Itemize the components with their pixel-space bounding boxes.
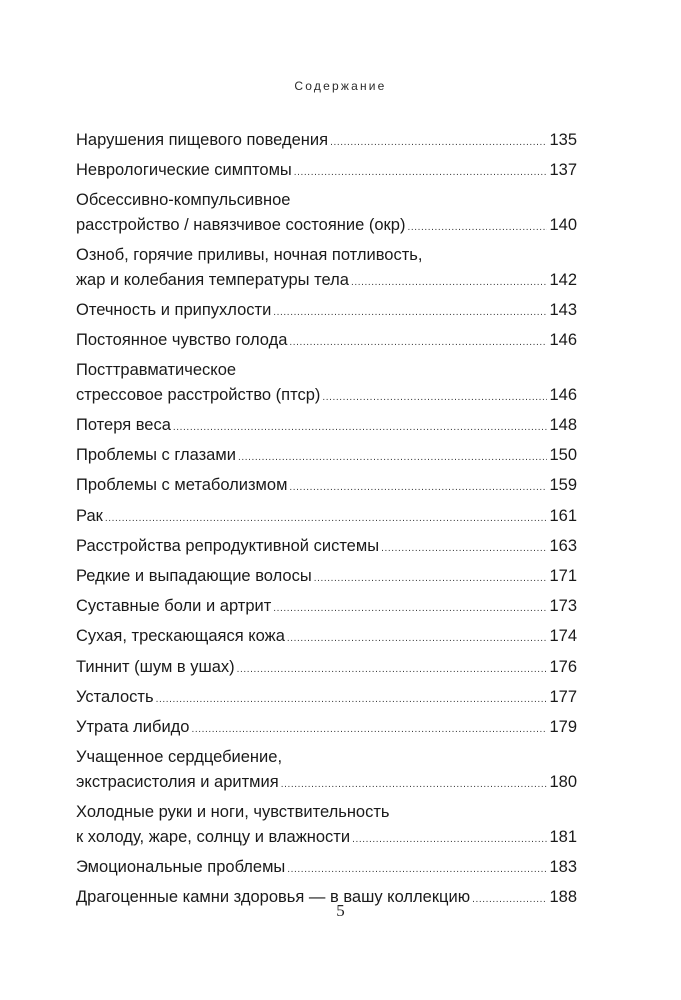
toc-entry-title: Усталость bbox=[76, 687, 154, 706]
toc-entry-title-line: Обсессивно-компульсивное bbox=[76, 191, 291, 210]
dot-leader bbox=[237, 658, 548, 683]
toc-entry-row bbox=[76, 825, 577, 853]
toc-entry[interactable] bbox=[76, 855, 577, 883]
dot-leader bbox=[287, 627, 548, 652]
toc-entry-title: Редкие и выпадающие волосы bbox=[76, 567, 312, 586]
page-number: 5 bbox=[336, 901, 345, 920]
toc-entry[interactable] bbox=[76, 685, 577, 713]
toc-entry-title: Нарушения пищевого поведения bbox=[76, 131, 329, 149]
toc-entry-row bbox=[76, 128, 577, 156]
toc-entry-row bbox=[76, 504, 577, 532]
toc-entry-row bbox=[76, 158, 577, 186]
dot-leader bbox=[352, 828, 547, 853]
toc-entry[interactable] bbox=[76, 800, 577, 852]
dot-leader bbox=[105, 507, 548, 532]
dot-leader bbox=[173, 416, 548, 441]
toc-page-number: 142 bbox=[549, 270, 577, 289]
dot-leader bbox=[314, 567, 548, 592]
toc-entry-title: Потеря веса bbox=[76, 416, 171, 435]
toc-entry-row bbox=[76, 213, 577, 241]
toc-page-number: 188 bbox=[549, 887, 577, 906]
toc-entry-row bbox=[76, 715, 577, 743]
toc-entry-title: Эмоциональные проблемы bbox=[76, 857, 286, 876]
toc-entry[interactable] bbox=[76, 413, 577, 441]
dot-leader bbox=[381, 537, 547, 562]
toc-entry-title: Расстройства репродуктивной системы bbox=[76, 536, 380, 555]
toc-entry[interactable] bbox=[76, 128, 577, 156]
toc-entry-title: Постоянное чувство голода bbox=[76, 331, 288, 350]
toc-entry-row bbox=[76, 770, 577, 798]
toc-entry-title: Проблемы с глазами bbox=[76, 446, 236, 465]
toc-entry[interactable] bbox=[76, 243, 577, 295]
toc-entry[interactable] bbox=[76, 298, 577, 326]
toc-page-number: 163 bbox=[549, 536, 577, 555]
toc-entry[interactable] bbox=[76, 188, 577, 240]
toc-entry-title-line: Учащенное сердцебиение, bbox=[76, 748, 283, 767]
dot-leader bbox=[330, 131, 547, 156]
dot-leader bbox=[273, 301, 547, 326]
toc-entry-title: Отечность и припухлости bbox=[76, 300, 272, 319]
toc-entry-row bbox=[76, 443, 577, 471]
toc-entry-row bbox=[76, 685, 577, 713]
toc-page-number: 161 bbox=[549, 506, 577, 525]
toc-page-number: 179 bbox=[549, 717, 577, 736]
toc-page-number: 159 bbox=[549, 476, 577, 495]
toc-entry-row bbox=[76, 413, 577, 441]
toc-entry-title: Сухая, трескающаяся кожа bbox=[76, 627, 285, 646]
toc-entry[interactable] bbox=[76, 158, 577, 186]
toc-entry-row bbox=[76, 855, 577, 883]
toc-entry-row bbox=[76, 655, 577, 683]
toc-entry[interactable] bbox=[76, 745, 577, 797]
toc-entry-row bbox=[76, 534, 577, 562]
toc-entry[interactable] bbox=[76, 504, 577, 532]
toc-page-number: 183 bbox=[549, 857, 577, 876]
toc-entry[interactable] bbox=[76, 328, 577, 356]
dot-leader bbox=[238, 446, 548, 471]
toc-entry-title: Суставные боли и артрит bbox=[76, 597, 272, 616]
toc-entry-title: Тиннит (шум в ушах) bbox=[76, 657, 235, 676]
toc-entry[interactable] bbox=[76, 715, 577, 743]
dot-leader bbox=[281, 773, 548, 798]
toc-entry[interactable] bbox=[76, 358, 577, 410]
toc-entry[interactable] bbox=[76, 594, 577, 622]
toc-page-number: 173 bbox=[549, 597, 577, 616]
dot-leader bbox=[351, 271, 548, 296]
dot-leader bbox=[191, 718, 547, 743]
table-of-contents bbox=[76, 128, 577, 915]
toc-page-number: 150 bbox=[549, 446, 577, 465]
toc-page-number: 135 bbox=[549, 131, 577, 149]
toc-entry[interactable] bbox=[76, 443, 577, 471]
toc-entry-title: к холоду, жаре, солнцу и влажности bbox=[76, 827, 351, 846]
toc-entry-title: Неврологические симптомы bbox=[76, 161, 292, 180]
toc-entry-title: расстройство / навязчивое состояние (окр) bbox=[76, 215, 406, 234]
toc-entry[interactable] bbox=[76, 534, 577, 562]
toc-entry-title: Драгоценные камни здоровья — в вашу коллекцию bbox=[76, 887, 471, 906]
dot-leader bbox=[322, 386, 547, 411]
toc-page-number: 180 bbox=[549, 772, 577, 791]
toc-entry-title: жар и колебания температуры тела bbox=[76, 270, 349, 289]
toc-entry-row bbox=[76, 328, 577, 356]
toc-entry-title-line: Озноб, горячие приливы, ночная потливость, bbox=[76, 246, 423, 265]
toc-page-number: 137 bbox=[549, 161, 577, 180]
toc-entry-title: Проблемы с метаболизмом bbox=[76, 476, 288, 495]
toc-page-number: 176 bbox=[549, 657, 577, 676]
toc-page-number: 146 bbox=[549, 385, 577, 404]
toc-page-number: 177 bbox=[549, 687, 577, 706]
toc-page-number: 181 bbox=[549, 827, 577, 846]
toc-entry-row bbox=[76, 298, 577, 326]
toc-entry-row bbox=[76, 383, 577, 411]
dot-leader bbox=[294, 161, 548, 186]
dot-leader bbox=[273, 597, 547, 622]
toc-entry[interactable] bbox=[76, 624, 577, 652]
toc-entry[interactable] bbox=[76, 473, 577, 501]
toc-entry-row bbox=[76, 564, 577, 592]
dot-leader bbox=[156, 688, 548, 713]
toc-page-number: 148 bbox=[549, 416, 577, 435]
toc-entry-title: Рак bbox=[76, 506, 103, 525]
toc-entry-title: экстрасистолия и аритмия bbox=[76, 772, 279, 791]
toc-entry-title: Утрата либидо bbox=[76, 717, 190, 736]
dot-leader bbox=[289, 331, 547, 356]
toc-page-number: 140 bbox=[549, 215, 577, 234]
toc-page-number: 171 bbox=[549, 567, 577, 586]
toc-entry[interactable] bbox=[76, 655, 577, 683]
toc-page-number: 174 bbox=[549, 627, 577, 646]
dot-leader bbox=[289, 476, 547, 501]
toc-page-number: 146 bbox=[549, 331, 577, 350]
toc-entry-row bbox=[76, 594, 577, 622]
dot-leader bbox=[407, 216, 547, 241]
toc-entry-row bbox=[76, 624, 577, 652]
dot-leader bbox=[287, 858, 547, 883]
toc-entry-row bbox=[76, 268, 577, 296]
toc-entry-title: стрессовое расстройство (птср) bbox=[76, 385, 321, 404]
toc-entry-title-line: Посттравматическое bbox=[76, 361, 237, 380]
toc-entry-title-line: Холодные руки и ноги, чувствительность bbox=[76, 802, 390, 821]
toc-entry-row bbox=[76, 473, 577, 501]
running-head: Содержание bbox=[294, 79, 387, 93]
toc-entry[interactable] bbox=[76, 564, 577, 592]
toc-page-number: 143 bbox=[549, 300, 577, 319]
